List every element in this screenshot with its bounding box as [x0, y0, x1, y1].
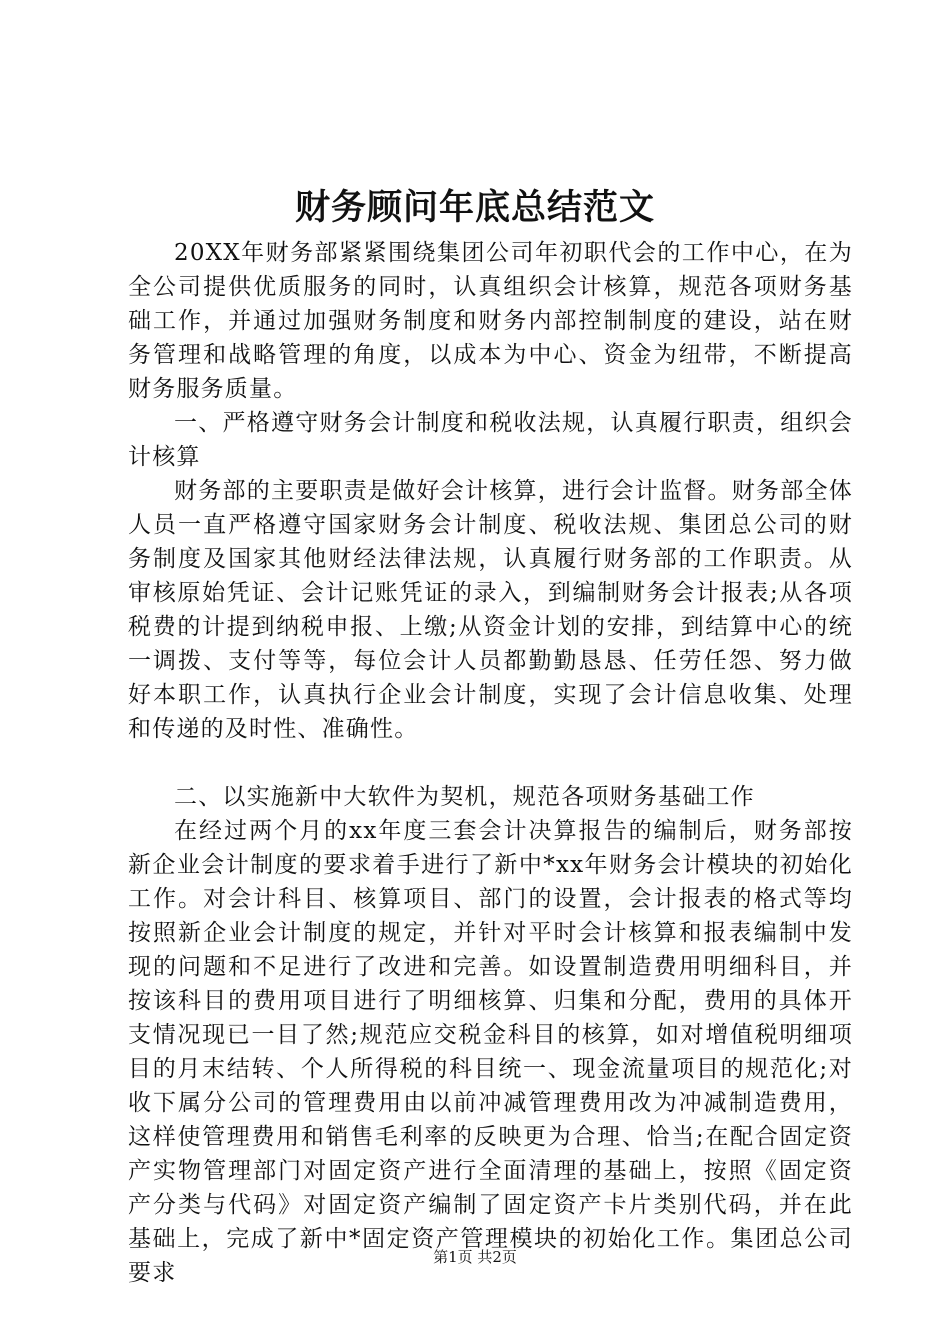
- intro-paragraph: 20XX年财务部紧紧围绕集团公司年初职代会的工作中心，在为全公司提供优质服务的同时，认真组织会计核算，规范各项财务基础工作，并通过加强财务制度和财务内部控制制度的建设，站在财务管理和战略管理的角度，以成本为中心、资金为纽带，不断提高财务服务质量。: [128, 240, 853, 402]
- section-heading-2: 二、以实施新中大软件为契机，规范各项财务基础工作: [174, 784, 755, 810]
- document-title: 财务顾问年底总结范文: [294, 187, 655, 228]
- section-1-paragraph: 财务部的主要职责是做好会计核算，进行会计监督。财务部全体人员一直严格遵守国家财务会计制度、税收法规、集团总公司的财务制度及国家其他财经法律法规，认真履行财务部的工作职责。从审核原始凭证、会计记账凭证的录入，到编制财务会计报表;从各项税费的计提到纳税申报、上缴;从资金计划的安排，到结算中心的统一调拨、支付等等，每位会计人员都勤勤恳恳、任劳任怨、努力做好本职工作，认真执行企业会计制度，实现了会计信息收集、处理和传递的及时性、准确性。: [128, 478, 853, 742]
- section-heading-1: 一、严格遵守财务会计制度和税收法规，认真履行职责，组织会计核算: [128, 410, 853, 470]
- page-number-footer: 第1页 共2页: [433, 1248, 517, 1266]
- document-body: [128, 236, 853, 1290]
- section-2-paragraph: 在经过两个月的xx年度三套会计决算报告的编制后，财务部按新企业会计制度的要求着手进行了新中*xx年财务会计模块的初始化工作。对会计科目、核算项目、部门的设置，会计报表的格式等均按照新企业会计制度的规定，并针对平时会计核算和报表编制中发现的问题和不足进行了改进和完善。如设置制造费用明细科目，并按该科目的费用项目进行了明细核算、归集和分配，费用的具体开支情况现已一目了然;规范应交税金科目的核算，如对增值税明细项目的月末结转、个人所得税的科目统一、现金流量项目的规范化;对收下属分公司的管理费用由以前冲减管理费用改为冲减制造费用，这样使管理费用和销售毛利率的反映更为合理、恰当;在配合固定资产实物管理部门对固定资产进行全面清理的基础上，按照《固定资产分类与代码》对固定资产编制了固定资产卡片类别代码，并在此基础上，完成了新中*固定资产管理模块的初始化工作。集团总公司要求: [128, 818, 853, 1286]
